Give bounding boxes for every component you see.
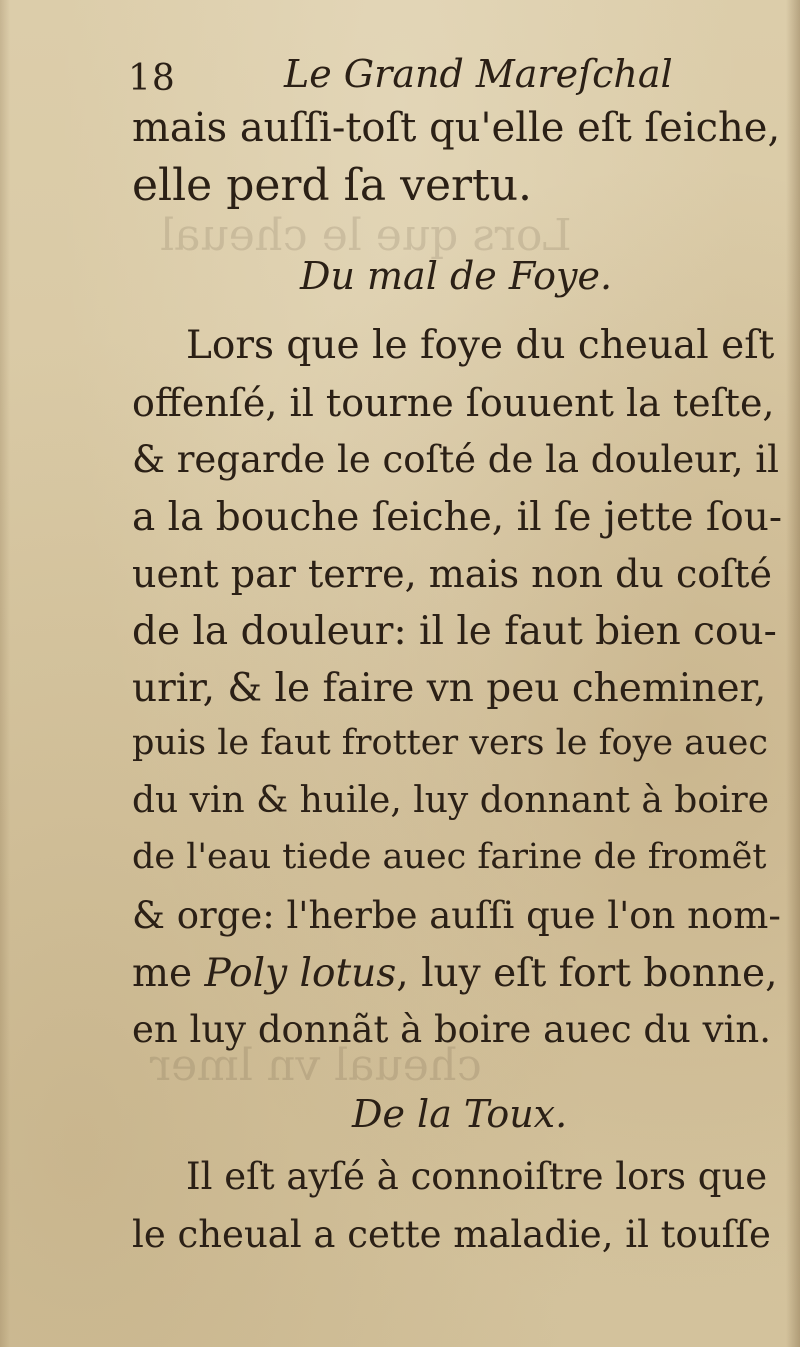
- show-through-text: Lors que le cheual: [160, 210, 572, 261]
- text-line: & regarde le coſté de la douleur, il: [132, 438, 779, 481]
- show-through-text: cheual vn lmer: [150, 1040, 482, 1091]
- text-line: mais auſſi-toſt qu'elle eſt ſeiche,: [132, 105, 781, 151]
- text-line: le cheual a cette maladie, il touſſe: [132, 1213, 771, 1256]
- text-line: du vin & huile, luy donnant à boire: [132, 780, 770, 821]
- text-line: de l'eau tiede auec farine de fromẽt: [132, 837, 767, 877]
- text-line: en luy donnãt à boire auec du vin.: [132, 1008, 771, 1051]
- text-line: [132, 951, 778, 996]
- text-line: Lors que le foye du cheual eſt: [186, 323, 775, 368]
- line-text: , luy eſt fort bonne,: [396, 951, 778, 996]
- text-line: de la douleur: il le faut bien cou-: [132, 609, 777, 654]
- text-line: uent par terre, mais non du coſté: [132, 552, 772, 596]
- running-title: Le Grand Mareſchal: [284, 52, 673, 96]
- plant-name: Poly lotus: [204, 951, 397, 996]
- text-line: Il eſt ayſé à connoiſtre lors que: [186, 1155, 768, 1198]
- text-line: & orge: l'herbe auſſi que l'on nom-: [132, 894, 781, 937]
- page-number: 18: [128, 58, 176, 99]
- section-heading: Du mal de Foye.: [300, 254, 613, 298]
- page-right-shadow: [786, 0, 800, 1347]
- line-text: me: [132, 951, 205, 996]
- text-line: a la bouche ſeiche, il ſe jette ſou-: [132, 495, 783, 540]
- text-line: urir, & le faire vn peu cheminer,: [132, 666, 767, 711]
- text-line: elle perd ſa vertu.: [132, 160, 533, 211]
- text-line: puis le faut frotter vers le foye auec: [132, 723, 768, 763]
- section-heading: De la Toux.: [352, 1092, 568, 1136]
- text-line: offenſé, il tourne ſouuent la teſte,: [132, 381, 775, 425]
- page-left-shadow: [0, 0, 10, 1347]
